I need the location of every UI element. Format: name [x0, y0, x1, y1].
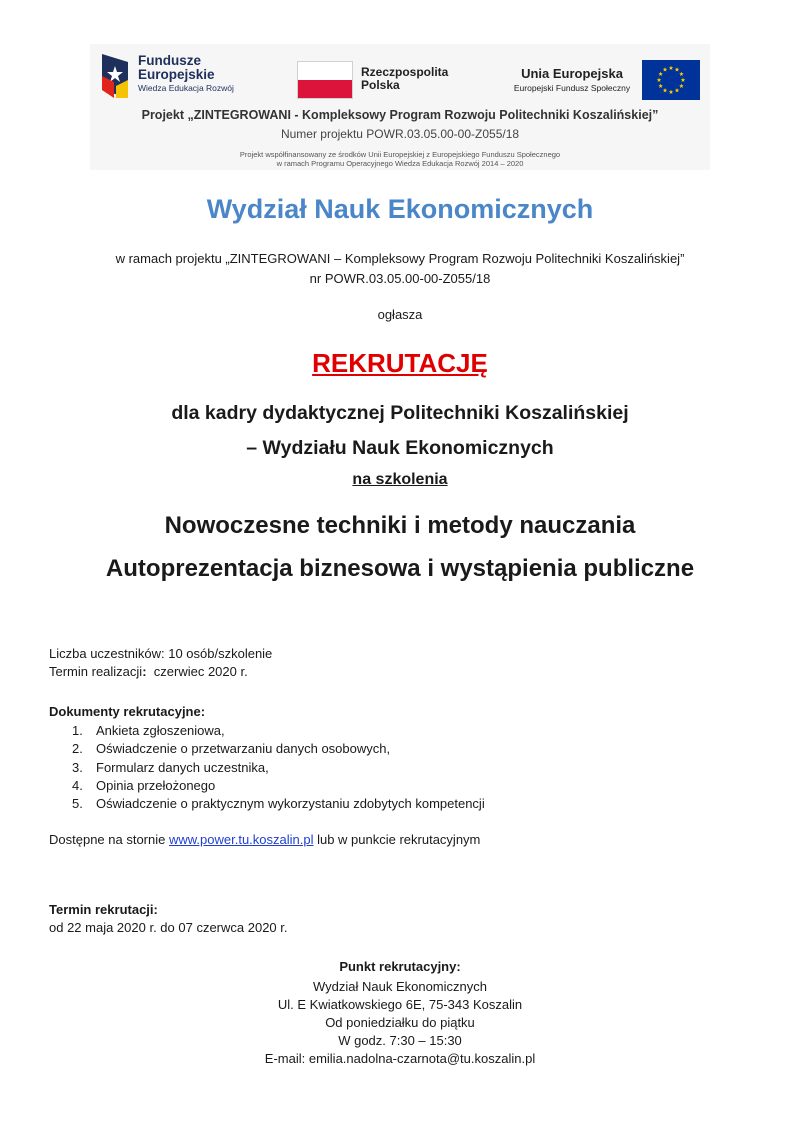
- training-title-2: Autoprezentacja biznesowa i wystąpienia publiczne: [105, 555, 695, 582]
- polish-flag-icon: [297, 61, 353, 99]
- document-text: Formularz danych uczestnika,: [96, 759, 269, 775]
- funds-subtitle: Wiedza Edukacja Rozwój: [138, 83, 234, 93]
- document-item: [72, 795, 485, 813]
- document-number: 3.: [72, 759, 83, 775]
- recruitment-point-title: Punkt rekrutacyjny:: [339, 959, 461, 974]
- logo-bar: [90, 44, 710, 106]
- recruitment-point-address: Ul. E Kwiatkowskiego 6E, 75-343 Koszalin: [277, 997, 523, 1012]
- deadline-title: Termin rekrutacji:: [49, 902, 158, 917]
- funds-line-1: Fundusze: [138, 53, 201, 68]
- recruitment-point-email[interactable]: E-mail: emilia.nadolna-czarnota@tu.koszalin.pl: [264, 1051, 536, 1066]
- eu-flag-icon: [642, 60, 700, 100]
- document-text: Oświadczenie o przetwarzaniu danych osobowych,: [96, 741, 391, 757]
- documents-list: [72, 722, 485, 813]
- document-text: Oświadczenie o praktycznym wykorzystaniu zdobytych kompetencji: [96, 796, 485, 812]
- eu-name: Unia Europejska: [521, 66, 623, 81]
- training-label: na szkolenia: [352, 471, 448, 488]
- audience-line-1: dla kadry dydaktycznej Politechniki Koszalińskiej: [171, 402, 629, 424]
- announces-text: ogłasza: [377, 307, 423, 322]
- recruitment-heading: REKRUTACJĘ: [312, 348, 488, 378]
- poland-line-2: Polska: [361, 78, 400, 92]
- availability-text: [49, 831, 480, 849]
- training-title-1: Nowoczesne techniki i metody nauczania: [164, 512, 636, 539]
- intro-line-1: w ramach projektu „ZINTEGROWANI – Kompleksowy Program Rozwoju Politechniki Koszalińskiej”: [115, 251, 685, 266]
- banner-cofinancing-line-2: w ramach Programu Operacyjnego Wiedza Edukacja Rozwój 2014 – 2020: [276, 159, 524, 168]
- document-item: [72, 740, 485, 758]
- audience-line-2: – Wydziału Nauk Ekonomicznych: [246, 437, 554, 459]
- faculty-title: Wydział Nauk Ekonomicznych: [206, 194, 594, 224]
- document-number: 5.: [72, 796, 83, 812]
- realization-term: [49, 663, 248, 681]
- deadline-value: od 22 maja 2020 r. do 07 czerwca 2020 r.: [49, 920, 288, 935]
- eu-logo-text: [510, 66, 634, 94]
- participants-count: Liczba uczestników: 10 osób/szkolenie: [49, 646, 273, 661]
- availability-prefix: Dostępne na stornie: [49, 832, 169, 847]
- banner-project-number: Numer projektu POWR.03.05.00-00-Z055/18: [280, 127, 520, 141]
- recruitment-point-hours: W godz. 7:30 – 15:30: [338, 1033, 462, 1048]
- eu-fund-name: Europejski Fundusz Społeczny: [513, 83, 631, 93]
- document-number: 2.: [72, 741, 83, 757]
- realization-term-value: czerwiec 2020 r.: [146, 664, 248, 679]
- realization-term-label: Termin realizacji: [49, 664, 143, 679]
- documents-title: Dokumenty rekrutacyjne:: [49, 704, 206, 719]
- banner-project-title: Projekt „ZINTEGROWANI - Kompleksowy Program Rozwoju Politechniki Koszalińskiej”: [141, 108, 659, 122]
- document-item: [72, 777, 485, 795]
- poland-logo-text: [361, 66, 481, 92]
- recruitment-point-faculty: Wydział Nauk Ekonomicznych: [312, 979, 487, 994]
- funds-logo-text: [138, 54, 298, 94]
- document-number: 1.: [72, 723, 83, 738]
- document-number: 4.: [72, 777, 83, 793]
- availability-suffix: lub w punkcie rekrutacyjnym: [313, 832, 481, 847]
- realization-term-colon: :: [142, 664, 147, 679]
- funds-star-logo-icon: [100, 52, 130, 100]
- banner-cofinancing-line-1: Projekt współfinansowany ze środków Unii Europejskiej z Europejskiego Funduszu Społecznego: [239, 150, 561, 159]
- header-banner: [90, 44, 710, 170]
- website-link[interactable]: www.power.tu.koszalin.pl: [168, 832, 314, 847]
- intro-line-2: nr POWR.03.05.00-00-Z055/18: [309, 271, 491, 286]
- recruitment-point-days: Od poniedziałku do piątku: [325, 1015, 475, 1030]
- document-item: [72, 722, 485, 740]
- document-item: [72, 759, 485, 777]
- poland-line-1: Rzeczpospolita: [361, 65, 449, 79]
- funds-line-2: Europejskie: [138, 67, 215, 82]
- document-text: Opinia przełożonego: [96, 777, 216, 793]
- document-text: Ankieta zgłoszeniowa,: [96, 723, 225, 738]
